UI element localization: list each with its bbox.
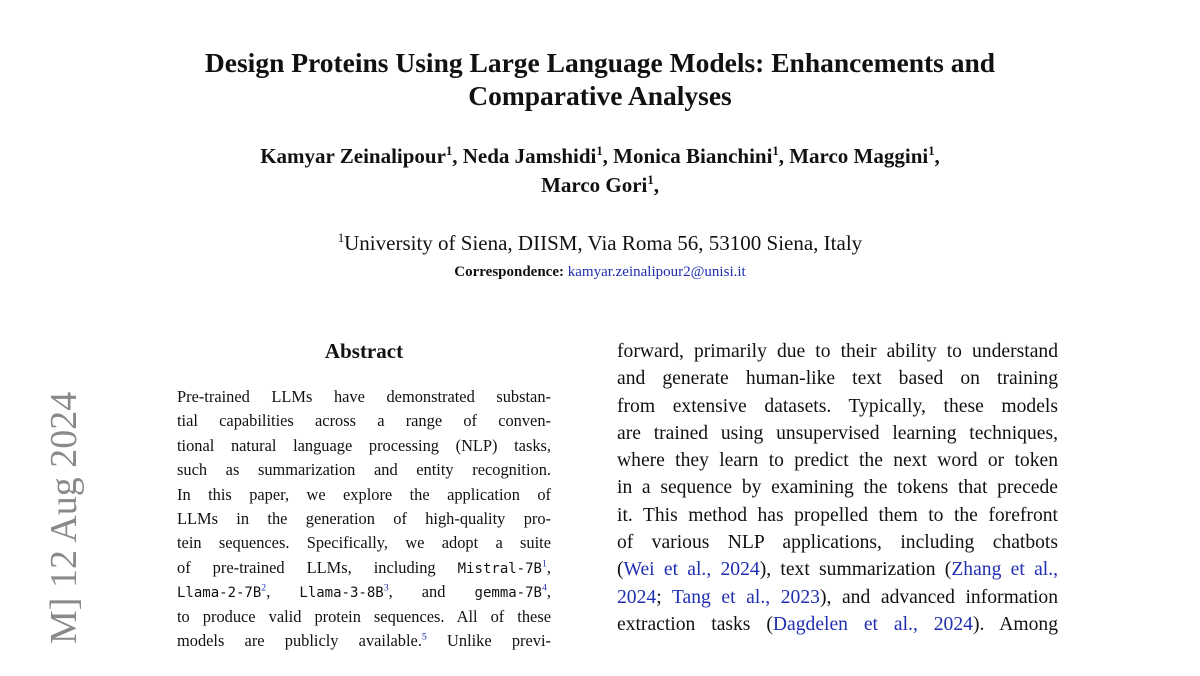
- abstract-line: such as summarization and entity recognition.: [177, 460, 551, 480]
- intro-text: ), and advanced information: [819, 586, 1058, 608]
- abstract-line: In this paper, we explore the application of: [177, 484, 551, 504]
- author-separator: ,: [602, 144, 614, 168]
- abstract-line: [177, 629, 551, 653]
- author-affiliation-mark: 1: [772, 144, 779, 158]
- intro-text: ), text summarization (: [759, 559, 952, 581]
- intro-line: of various NLP applications, including chatbots: [617, 532, 1058, 554]
- author-name: Neda Jamshidi: [462, 144, 597, 168]
- abstract-text: , and: [388, 582, 475, 602]
- abstract-line: to produce valid protein sequences. All of these: [177, 606, 551, 626]
- citation-link[interactable]: 2024: [617, 586, 657, 608]
- author-affiliation-mark: 1: [647, 173, 654, 187]
- intro-text: extraction tasks (: [617, 613, 773, 635]
- author-affiliation-mark: 1: [596, 144, 603, 158]
- intro-line: are trained using unsupervised learning techniques,: [617, 422, 1058, 444]
- intro-line: from extensive datasets. Typically, these models: [617, 395, 1058, 417]
- author-line-1: [0, 142, 1200, 171]
- author-separator: ,: [653, 173, 659, 197]
- footnote-mark[interactable]: 1: [541, 558, 547, 570]
- affiliation-text: University of Siena, DIISM, Via Roma 56, 53100 Siena, Italy: [344, 231, 863, 255]
- abstract-text: ,: [546, 557, 551, 577]
- footnote-mark[interactable]: 3: [383, 582, 389, 594]
- footnote-mark[interactable]: 2: [261, 582, 267, 594]
- abstract-line: tial capabilities across a range of conven-: [177, 411, 551, 431]
- model-name: Llama-2-7B: [177, 585, 262, 602]
- correspondence: [0, 262, 1200, 282]
- correspondence-label: Correspondence:: [454, 264, 564, 280]
- intro-line: [617, 611, 1058, 638]
- author-separator: ,: [452, 144, 463, 168]
- arxiv-stamp-text: M] 12 Aug 2024: [43, 391, 85, 644]
- abstract-line: [177, 580, 551, 604]
- abstract-line: tein sequences. Specifically, we adopt a suite: [177, 533, 551, 553]
- citation-link[interactable]: Dagdelen et al., 2024: [772, 613, 973, 635]
- author-affiliation-mark: 1: [928, 144, 935, 158]
- abstract-line: Pre-trained LLMs have demonstrated substan-: [177, 387, 551, 406]
- author-name: Marco Maggini: [789, 144, 929, 168]
- author-name: Kamyar Zeinalipour: [260, 144, 446, 168]
- author-name: Monica Bianchini: [613, 144, 773, 168]
- model-name: Llama-3-8B: [299, 585, 384, 602]
- intro-line: where they learn to predict the next word or token: [617, 450, 1058, 472]
- citation-link[interactable]: Zhang et al.,: [951, 559, 1059, 581]
- abstract-heading: Abstract: [324, 339, 404, 363]
- intro-line: it. This method has propelled them to the forefront: [617, 504, 1058, 526]
- footnote-mark[interactable]: 4: [541, 582, 547, 594]
- author-name: Marco Gori: [541, 173, 648, 197]
- author-separator: ,: [778, 144, 790, 168]
- abstract-line: tional natural language processing (NLP) tasks,: [177, 435, 551, 455]
- intro-line: forward, primarily due to their ability to understand: [617, 341, 1058, 362]
- model-name: gemma-7B: [474, 585, 542, 602]
- abstract-text: of pre-trained LLMs, including: [177, 557, 458, 577]
- intro-text: (: [617, 559, 624, 581]
- affiliation: [0, 229, 1200, 257]
- title-line-2: Comparative Analyses: [468, 80, 732, 111]
- citation-link[interactable]: Tang et al., 2023: [671, 586, 820, 608]
- model-name: Mistral-7B: [457, 560, 542, 577]
- intro-line: and generate human-like text based on training: [617, 368, 1058, 390]
- intro-line: [617, 556, 1058, 583]
- author-line-2: [0, 171, 1200, 200]
- abstract-line: [177, 556, 551, 580]
- abstract-body: [177, 385, 551, 653]
- author-affiliation-mark: 1: [445, 144, 453, 158]
- abstract-text: ,: [266, 582, 300, 602]
- footnote-mark[interactable]: 5: [421, 631, 427, 643]
- author-list: [0, 142, 1200, 200]
- paper-title: [0, 46, 1200, 112]
- abstract-line: LLMs in the generation of high-quality pro-: [177, 508, 551, 528]
- abstract-text: models are publicly available.: [177, 630, 422, 650]
- intro-text: ). Among: [972, 613, 1058, 635]
- citation-link[interactable]: Wei et al., 2024: [623, 559, 760, 581]
- intro-line: in a sequence by examining the tokens that precede: [617, 477, 1058, 499]
- author-separator: ,: [934, 144, 940, 168]
- arxiv-stamp: [42, 376, 85, 676]
- intro-line: [617, 584, 1058, 611]
- abstract-text: ,: [546, 582, 551, 602]
- intro-text: ;: [656, 586, 672, 608]
- introduction-body: [617, 338, 1058, 638]
- abstract-text: Unlike previ-: [426, 630, 551, 650]
- title-line-1: Design Proteins Using Large Language Models: Enhancements and: [204, 47, 996, 78]
- correspondence-email-link[interactable]: kamyar.zeinalipour2@unisi.it: [567, 264, 746, 280]
- affiliation-mark: 1: [337, 231, 345, 245]
